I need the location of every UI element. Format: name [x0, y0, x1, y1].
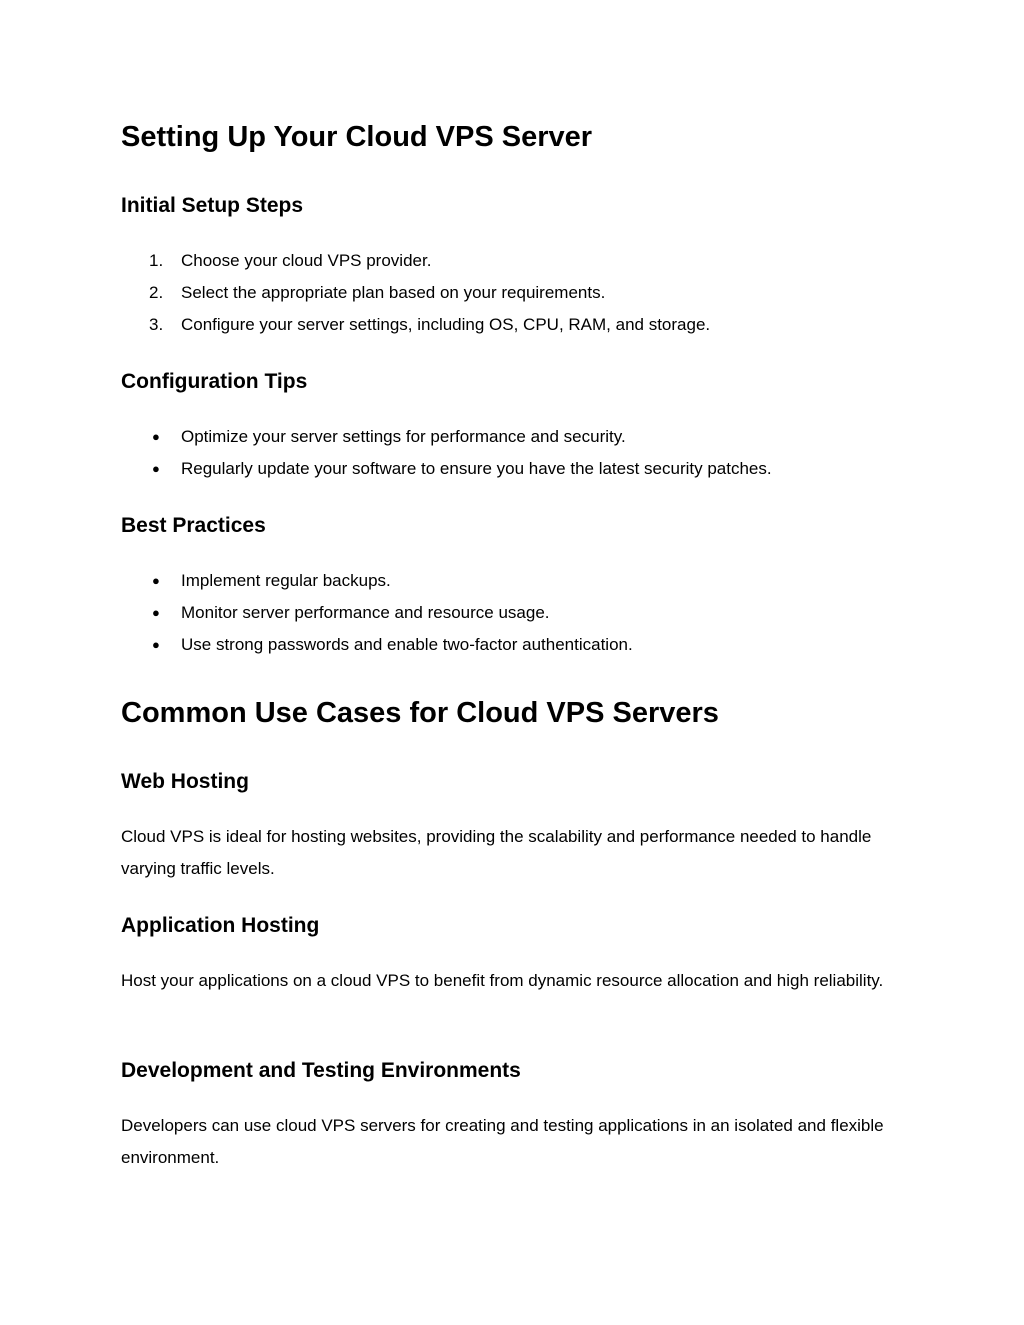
list-item-text: Regularly update your software to ensure you have the latest security patches.: [181, 459, 772, 478]
heading-configuration-tips: Configuration Tips: [121, 370, 308, 393]
bullet-icon: ●: [152, 637, 160, 652]
section-title-use-cases: Common Use Cases for Cloud VPS Servers: [121, 697, 719, 729]
heading-initial-setup-steps: Initial Setup Steps: [121, 194, 304, 217]
list-item-text: Choose your cloud VPS provider.: [181, 251, 432, 270]
list-item-text: Implement regular backups.: [181, 571, 391, 590]
paragraph-application-hosting: Host your applications on a cloud VPS to benefit from dynamic resource allocation and high reliability.: [121, 971, 884, 990]
list-number: 2.: [149, 283, 164, 302]
list-item-text: Use strong passwords and enable two-factor authentication.: [181, 635, 633, 654]
list-item-text: Monitor server performance and resource usage.: [181, 603, 550, 622]
list-number: 3.: [149, 315, 164, 334]
list-item-text: Configure your server settings, including OS, CPU, RAM, and storage.: [181, 315, 711, 334]
heading-application-hosting: Application Hosting: [121, 914, 320, 937]
bullet-icon: ●: [152, 605, 160, 620]
section-title-setup: Setting Up Your Cloud VPS Server: [121, 121, 593, 153]
bullet-icon: ●: [152, 461, 160, 476]
paragraph-dev-testing: Developers can use cloud VPS servers for creating and testing applications in an isolated and flexible environment.: [121, 1116, 884, 1167]
bullet-icon: ●: [152, 429, 160, 444]
paragraph-web-hosting: Cloud VPS is ideal for hosting websites, providing the scalability and performance needed to handle varying traffic levels.: [121, 827, 872, 878]
heading-dev-testing: Development and Testing Environments: [121, 1059, 521, 1082]
bullet-icon: ●: [152, 573, 160, 588]
list-number: 1.: [149, 251, 164, 270]
list-item-text: Select the appropriate plan based on your requirements.: [181, 283, 606, 302]
heading-web-hosting: Web Hosting: [121, 770, 249, 793]
heading-best-practices: Best Practices: [121, 514, 266, 537]
list-item-text: Optimize your server settings for performance and security.: [181, 427, 626, 446]
